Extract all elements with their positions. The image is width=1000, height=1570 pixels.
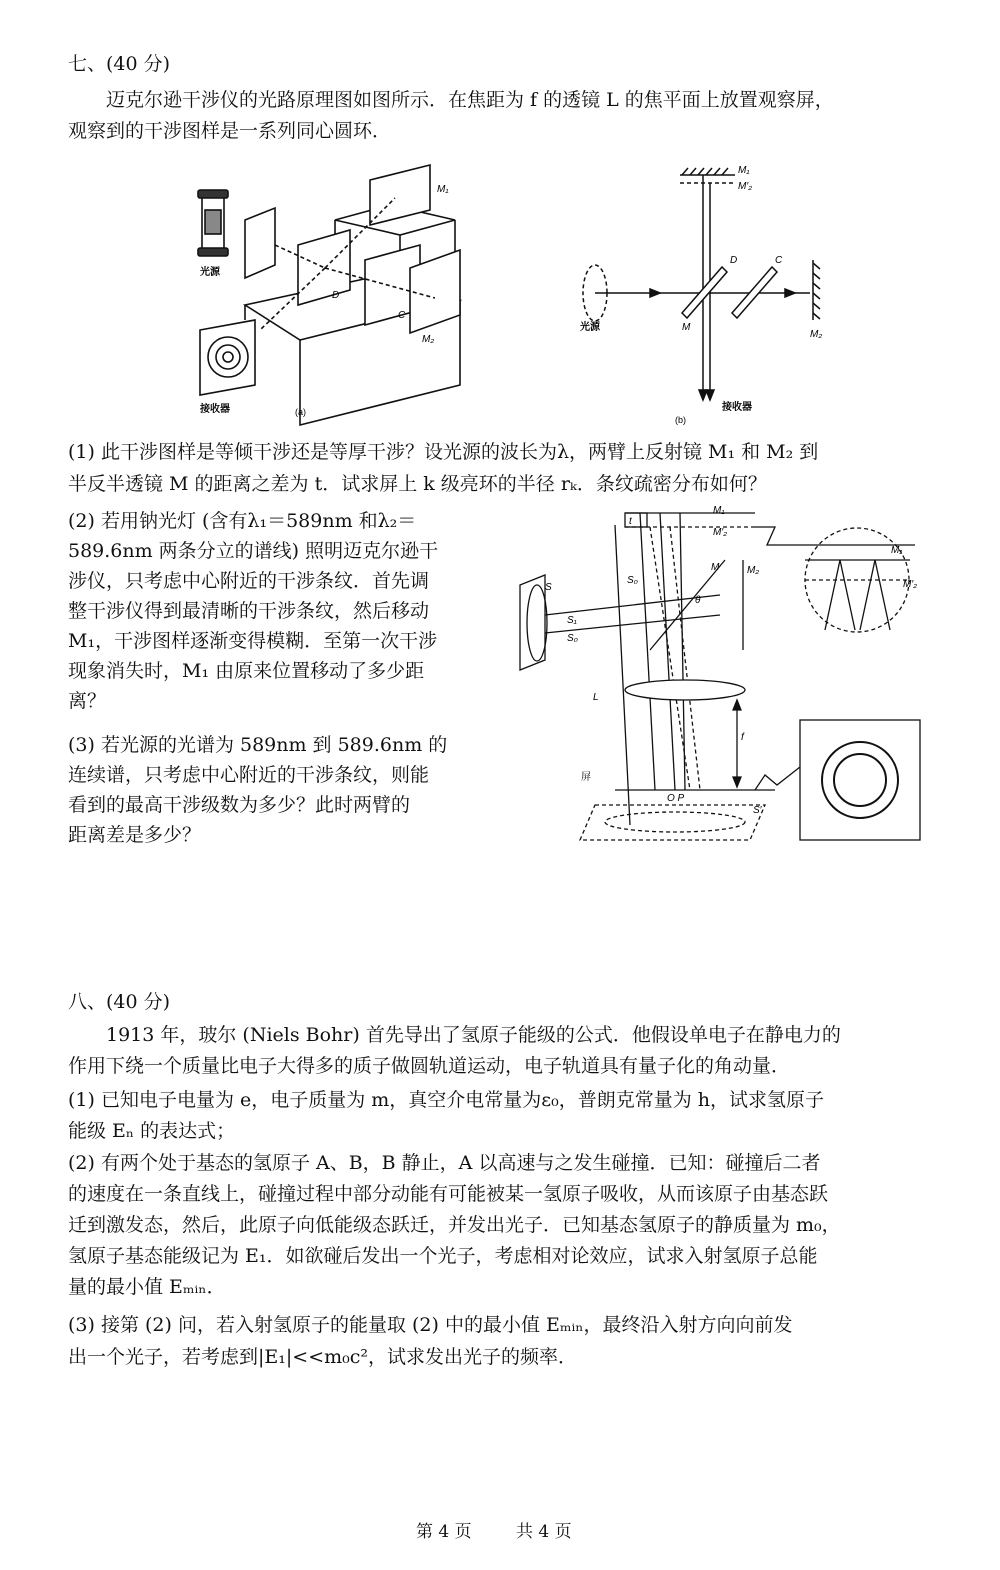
q8-part1-line-1: (1) 已知电子电量为 e，电子质量为 m，真空介电常量为ε₀，普朗克常量为 h，试求氢原子 <box>68 1089 825 1111</box>
fig-c-label-m1: M₁ <box>713 505 725 516</box>
fig-c-label-s: S <box>545 582 552 593</box>
q8-part2-line-4: 氢原子基态能级记为 E₁．如欲碰后发出一个光子，考虑相对论效应，试求入射氢原子总能 <box>68 1245 818 1267</box>
fig-b-label-c: C <box>775 255 783 266</box>
q7-part2-line-3: 涉仪，只考虑中心附近的干涉条纹．首先调 <box>68 570 430 592</box>
q8-part2-line-3: 迁到激发态，然后，此原子向低能级态跃迁，并发出光子．已知基态氢原子的静质量为 m₀， <box>68 1214 841 1236</box>
fig-a-label-m2: M₂ <box>422 334 435 345</box>
fig-c-label-m2p: M′₂ <box>713 527 728 538</box>
q8-part2 <box>68 1148 841 1303</box>
fig-c-label-f: f <box>741 732 744 743</box>
q7-part2-line-1: (2) 若用钠光灯 (含有λ₁＝589nm 和λ₂＝ <box>68 510 417 532</box>
q8-part3-line-2: 出一个光子，若考虑到|E₁|<<m₀c²，试求发出光子的频率． <box>68 1346 578 1368</box>
footer-page-number: 第 4 页 <box>416 1522 472 1542</box>
fig-a-label-d: D <box>332 290 340 301</box>
fig-b-label-m2p: M′₂ <box>738 181 753 192</box>
q7-part2 <box>68 506 438 716</box>
fig-b-label-receiver: 接收器 <box>722 402 752 413</box>
q7-part2-line-4: 整干涉仪得到最清晰的干涉条纹，然后移动 <box>68 600 430 622</box>
q7-intro-line-2: 观察到的干涉图样是一系列同心圆环． <box>68 120 392 142</box>
fig-b-label-source: 光源 <box>580 322 600 333</box>
figure-b-schematic <box>570 155 850 430</box>
q8-part2-line-1: (2) 有两个处于基态的氢原子 A、B，B 静止，A 以高速与之发生碰撞．已知：碰撞后二者 <box>68 1152 821 1174</box>
fig-a-caption: (a) <box>295 407 306 417</box>
figure-a-apparatus <box>190 150 470 430</box>
fig-c-label-l: L <box>593 692 599 703</box>
q7-part3-line-3: 看到的最高干涉级数为多少？此时两臂的 <box>68 794 411 816</box>
fig-c-label-s0b: S₀ <box>567 633 578 644</box>
figure-c-ray-diagram <box>515 505 935 850</box>
fig-b-label-m2: M₂ <box>810 329 823 340</box>
q8-intro-line-2: 作用下绕一个质量比电子大得多的质子做圆轨道运动，电子轨道具有量子化的角动量． <box>68 1055 791 1077</box>
q7-part1-line-1: (1) 此干涉图样是等倾干涉还是等厚干涉？设光源的波长为λ，两臂上反射镜 M₁ 和 M₂ 到 <box>68 441 819 463</box>
fig-b-label-m1: M₁ <box>738 165 750 176</box>
fig-c-label-m2p-zoom: M′₂ <box>903 579 918 590</box>
q7-part3-line-1: (3) 若光源的光谱为 589nm 到 589.6nm 的 <box>68 734 448 756</box>
fig-c-label-m1-zoom: M₁ <box>891 545 903 556</box>
fig-a-label-source: 光源 <box>200 267 220 278</box>
q8-part3-line-1: (3) 接第 (2) 问，若入射氢原子的能量取 (2) 中的最小值 Eₘᵢₙ，最终沿入射方向向前发 <box>68 1314 793 1336</box>
q7-intro-line-1: 迈克尔逊干涉仪的光路原理图如图所示．在焦距为 f 的透镜 L 的焦平面上放置观察屏， <box>106 89 834 111</box>
q7-header: 七、(40 分) <box>68 53 171 75</box>
fig-c-label-m2: M₂ <box>747 565 760 576</box>
fig-c-label-op: O P <box>667 793 685 804</box>
q8-intro-line-1: 1913 年，玻尔 (Niels Bohr) 首先导出了氢原子能级的公式．他假设单电子在静电力的 <box>106 1024 841 1046</box>
q8-header: 八、(40 分) <box>68 991 171 1013</box>
q8-part1-line-2: 能级 Eₙ 的表达式； <box>68 1120 236 1142</box>
footer-total-pages: 共 4 页 <box>516 1522 572 1542</box>
fig-c-label-s1: S₁ <box>567 615 577 626</box>
fig-c-label-t: t <box>629 516 632 527</box>
q7-part2-line-2: 589.6nm 两条分立的谱线) 照明迈克尔逊干 <box>68 540 439 562</box>
fig-c-label-theta: θ <box>695 595 701 606</box>
q7-part2-line-5: M₁，干涉图样逐渐变得模糊．至第一次干涉 <box>68 630 438 652</box>
q7-part2-line-7: 离？ <box>68 690 107 712</box>
q8-part2-line-2: 的速度在一条直线上，碰撞过程中部分动能有可能被某一氢原子吸收，从而该原子由基态跃 <box>68 1183 829 1205</box>
q7-part3-line-4: 距离差是多少？ <box>68 824 202 846</box>
q8-part2-line-5: 量的最小值 Eₘᵢₙ． <box>68 1276 226 1298</box>
q7-part1-line-2: 半反半透镜 M 的距离之差为 t．试求屏上 k 级亮环的半径 rₖ．条纹疏密分布如何？ <box>68 473 767 495</box>
fig-c-label-m: M <box>711 562 720 573</box>
fig-a-label-receiver: 接收器 <box>200 404 230 415</box>
fig-a-label-c: C <box>398 310 406 321</box>
fig-c-label-sp: S′ <box>753 805 762 816</box>
fig-b-label-m: M <box>682 322 691 333</box>
q7-part3 <box>68 730 447 850</box>
q7-part3-line-2: 连续谱，只考虑中心附近的干涉条纹，则能 <box>68 764 430 786</box>
fig-b-label-d: D <box>730 255 738 266</box>
q7-part2-line-6: 现象消失时，M₁ 由原来位置移动了多少距 <box>68 660 425 682</box>
fig-c-label-screen: 屏 <box>581 772 591 783</box>
fig-a-label-m1: M₁ <box>437 184 449 195</box>
fig-b-caption: (b) <box>675 415 686 425</box>
fig-c-label-s0: S₀ <box>627 575 638 586</box>
